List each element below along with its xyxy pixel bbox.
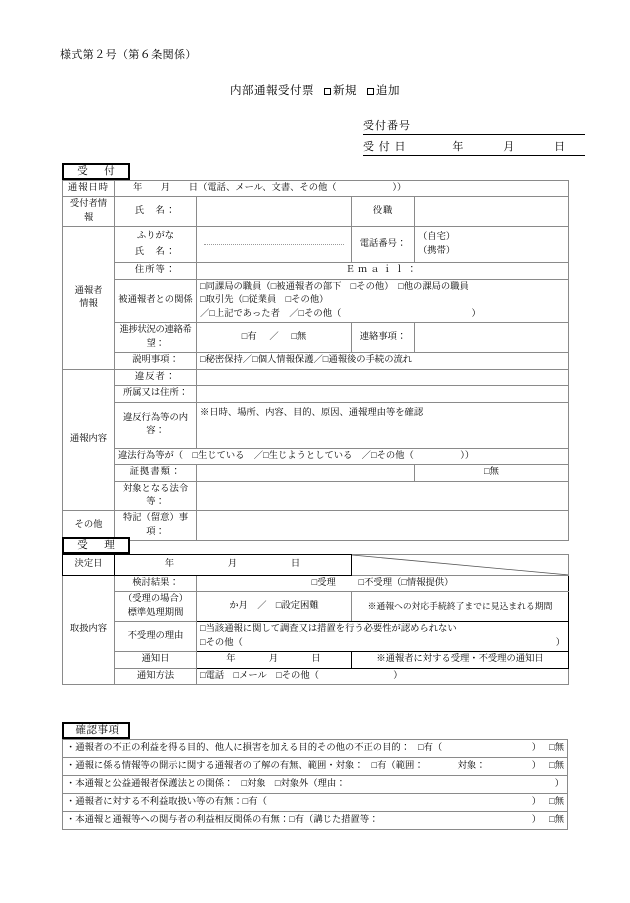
receiver-post-input[interactable] [415,197,569,227]
reporter-phone-input[interactable] [415,227,569,263]
decision-month-label: 月 [227,559,239,570]
result-label: 検討結果： [115,575,197,591]
reject-reason-line-1: □当該通報に関して調査又は措置を行う必要性が認められない [200,624,457,635]
notify-method-label: 通知方法 [115,668,197,684]
confirm-item-1-text: ・通報者の不正の利益を得る目的、他人に損害を加える目的その他の不正の目的： [66,742,410,753]
confirm-item-5-close: ） [531,814,542,825]
receipt-year-label: 年 [452,141,464,153]
relation-label: 被通報者との関係 [115,279,197,322]
confirm-item-2-close: ） [531,760,542,771]
confirm-item-5-text: ・本通報と通報等への関与者の利益相反関係の有無： [66,814,290,825]
report-datetime-label: 通報日時 [63,181,115,197]
decision-date-label: 決定日 [63,555,115,576]
laws-input[interactable] [197,481,569,511]
standard-period-label [115,592,197,622]
notify-date-input[interactable] [197,652,352,668]
violator-label: 違反者： [115,369,197,385]
reject-reason-line-2 [200,637,565,650]
result-options[interactable] [197,575,569,591]
new-checkbox-label: 新規 [333,85,357,97]
confirm-item-2[interactable] [63,758,568,776]
explain-label: 説明事項： [115,353,197,369]
table-row [63,263,569,279]
table-row [63,448,569,464]
receiver-post-label: 役職 [352,197,415,227]
reporter-info-label [63,227,115,369]
table-row [63,465,569,481]
report-datetime-value[interactable]: 年 月 日（電話、メール、文書、その他（ ）） [115,181,569,197]
report-content-label: 通報内容 [63,369,115,511]
reject-reason-other-label: □その他（ [200,637,243,648]
uketsuke-table [62,180,569,541]
confirm-item-5-no[interactable]: □無 [549,814,564,825]
confirm-item-1[interactable] [63,740,568,758]
evidence-label: 証拠書類： [115,465,197,481]
table-row [63,279,569,322]
violation-status-options[interactable]: 違法行為等が（ □生じている ／□生じようとしている ／□その他（ ）） [115,448,569,464]
table-row [63,740,568,758]
table-row [63,323,569,353]
confirm-item-4-no[interactable]: □無 [549,796,564,807]
contact-items-label: 連絡事項： [352,323,415,353]
add-checkbox-label: 追加 [376,85,400,97]
confirm-item-4[interactable] [63,794,568,812]
section-tab-juri: 受 理 [62,537,130,554]
reporter-info-label-line2: 情報 [79,299,98,310]
table-row [63,622,569,652]
notify-method-options[interactable]: □電話 □メール □その他（ ） [197,668,569,684]
reporter-furigana-label: ふりがな [115,227,197,245]
standard-period-label-line2: 標準処理期間 [127,607,184,618]
violation-detail-input[interactable]: ※日時、場所、内容、目的、原因、通報理由等を確認 [197,402,569,448]
confirm-item-2-no[interactable]: □無 [549,760,564,771]
reject-reason-label: 不受理の理由 [115,622,197,652]
table-row [63,481,569,511]
decision-date-input[interactable] [115,555,352,576]
reporter-name-input[interactable] [197,227,352,263]
evidence-input[interactable] [197,465,415,481]
reporter-address-label: 住所等： [115,263,197,279]
relation-line-3: ／□上記であった者 ／□その他（ ） [200,308,481,319]
reporter-email-label[interactable]: Ｅｍａｉｌ： [197,263,569,279]
relation-line-2: □取引先（□従業員 □その他） [200,295,329,306]
receipt-number-label: 受付番号 [363,120,411,132]
other-label: その他 [63,511,115,541]
confirm-item-3[interactable] [63,776,568,794]
confirm-item-1-close: ） [531,742,542,753]
progress-slash: ／ [269,331,279,342]
table-row [63,794,568,812]
violator-input[interactable] [197,369,569,385]
section-tab-uketsuke: 受 付 [62,163,130,180]
table-row [63,575,569,591]
table-row [63,227,569,245]
table-row [63,181,569,197]
receiver-info-label: 受付者情報 [63,197,115,227]
add-checkbox[interactable] [367,88,374,95]
table-row [63,555,569,576]
receipt-month-label: 月 [503,141,515,153]
table-row [63,758,568,776]
receiver-name-input[interactable] [197,197,352,227]
progress-contact-options[interactable] [197,323,352,353]
confirm-item-1-no[interactable]: □無 [549,742,564,753]
table-row [63,652,569,668]
reporter-name-label: 氏 名： [115,245,197,263]
table-row [63,668,569,684]
form-number: 様式第２号（第６条関係） [60,49,197,61]
decision-date-strikeout [352,555,569,576]
remarks-label: 特記（留意）事項： [115,511,197,541]
notify-day-label: 日 [311,654,322,665]
reporter-info-label-line1: 通報者 [74,285,103,296]
confirm-item-4-close: ） [531,796,542,807]
furigana-guide-line [204,244,344,245]
confirm-item-4-yes[interactable]: □有（ [242,796,267,807]
affiliation-label: 所属又は住所： [115,386,197,402]
notify-month-label: 月 [268,654,280,665]
table-row [63,776,568,794]
progress-yes-option[interactable]: □有 [241,331,257,342]
decision-day-label: 日 [290,559,302,570]
reporter-phone-label: 電話番号： [352,227,415,263]
relation-line-1: □同課局の職員（□被通報者の部下 □その他） □他の課局の職員 [200,281,469,292]
confirm-item-1-yes[interactable]: □有（ [418,742,443,753]
table-row [63,402,569,448]
table-row [63,511,569,541]
confirm-item-5-yes[interactable]: □有（講じた措置等： [289,814,379,825]
confirm-item-2-text: ・通報に係る情報等の開示に関する通報者の了解の有無、範囲・対象： [66,760,364,771]
table-row [63,386,569,402]
table-row [63,812,568,830]
confirm-item-2-yes[interactable]: □有（範囲： [371,760,424,771]
explain-options[interactable]: □秘密保持／□個人情報保護／□通報後の手続の流れ [197,353,569,369]
remarks-input[interactable] [197,511,569,541]
confirm-item-5[interactable] [63,812,568,830]
contact-items-input[interactable] [415,323,569,353]
receipt-block [363,114,585,156]
progress-no-option[interactable]: □無 [291,331,307,342]
table-row [63,197,569,227]
confirm-item-2-target: 対象： [457,760,486,771]
progress-contact-label: 進捗状況の連絡希望： [115,323,197,353]
table-row [63,353,569,369]
receipt-day-label: 日 [554,141,566,153]
standard-period-note: ※通報への対応手続終了までに見込まれる期間 [352,592,569,622]
decision-year-label: 年 [164,559,176,570]
standard-period-input[interactable]: か月 ／ □設定困難 [197,592,352,622]
reject-reason-options[interactable] [197,622,569,652]
phone-home-label: （自宅） [418,232,456,243]
page-title: 内部通報受付票 [230,85,314,97]
result-accept-option[interactable]: □受理 [311,577,336,588]
relation-options[interactable] [197,279,569,322]
notify-date-label: 通知日 [115,652,197,668]
document-title-row [0,82,630,98]
notify-year-label: 年 [226,654,237,665]
receipt-date-label: 受 付 日 [363,141,407,153]
violation-detail-label: 違反行為等の内容： [115,402,197,448]
handling-label: 取扱内容 [63,575,115,684]
receipt-date-line[interactable] [363,135,585,156]
confirm-item-3-text: ・本通報と公益通報者保護法との関係： [66,778,234,789]
confirm-item-3-options[interactable]: □対象 □対象外（理由： [241,778,346,789]
result-reject-option[interactable]: □不受理（□情報提供） [358,577,454,588]
standard-period-label-line1: （受理の場合） [122,594,189,605]
affiliation-input[interactable] [197,386,569,402]
juri-table [62,554,569,685]
receipt-number-line[interactable] [363,114,585,135]
notify-date-note: ※通報者に対する受理・不受理の通知日 [352,652,569,668]
evidence-none-option[interactable]: □無 [415,465,569,481]
table-row [63,592,569,622]
kakunin-table [62,739,568,830]
confirm-item-3-close: ） [554,778,564,789]
receiver-name-label: 氏 名： [115,197,197,227]
table-row [63,369,569,385]
reject-reason-other-close: ） [555,637,565,648]
laws-label: 対象となる法令等： [115,481,197,511]
new-checkbox[interactable] [324,88,331,95]
section-tab-kakunin: 確認事項 [62,722,130,739]
confirm-item-4-text: ・通報者に対する不利益取扱い等の有無： [66,796,243,807]
phone-mobile-label: （携帯） [418,245,456,256]
